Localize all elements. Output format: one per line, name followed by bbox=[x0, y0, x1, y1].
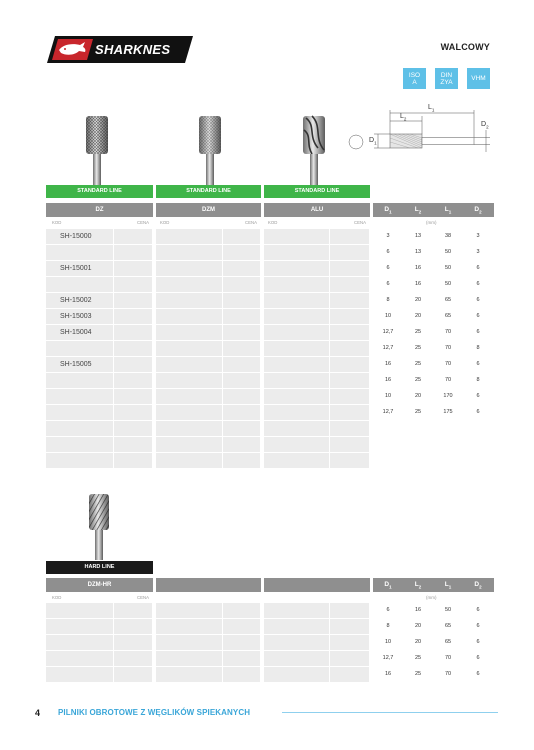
table-cell bbox=[223, 245, 261, 260]
product-code: SH-15003 bbox=[60, 313, 92, 320]
table-cell bbox=[264, 309, 330, 324]
dimension-value: 6 bbox=[476, 313, 480, 319]
dimension-value: 50 bbox=[444, 249, 452, 255]
table-cell bbox=[223, 619, 261, 634]
table-cell bbox=[264, 277, 330, 292]
cena-label: CENA bbox=[245, 220, 257, 225]
table-row bbox=[46, 325, 370, 340]
kod-label: KOD bbox=[52, 595, 62, 600]
type-header-empty bbox=[264, 578, 370, 592]
table-cell bbox=[223, 405, 261, 420]
dimension-value: 3 bbox=[386, 233, 390, 239]
table-cell bbox=[264, 437, 330, 452]
table-cell bbox=[156, 357, 223, 372]
dimension-value: 8 bbox=[386, 297, 390, 303]
dimension-row bbox=[373, 293, 494, 308]
table-cell bbox=[114, 325, 153, 340]
table-cell bbox=[223, 341, 261, 356]
dimension-value: 6 bbox=[386, 281, 390, 287]
dimension-value: 6 bbox=[386, 607, 390, 613]
line-header-dz: STANDARD LINE bbox=[46, 185, 153, 198]
brand-name: SHARKNES bbox=[95, 42, 171, 57]
dimension-value: 25 bbox=[414, 345, 422, 351]
kod-label: KOD bbox=[160, 220, 170, 225]
dimension-value: 6 bbox=[476, 393, 480, 399]
table-cell bbox=[264, 261, 330, 276]
cena-label: CENA bbox=[137, 595, 149, 600]
table-cell bbox=[114, 453, 153, 468]
footer-title: PILNIKI OBROTOWE Z WĘGLIKÓW SPIEKANYCH bbox=[58, 708, 251, 717]
table-cell bbox=[114, 261, 153, 276]
badge-line: DIN bbox=[440, 71, 453, 79]
dimension-row bbox=[373, 651, 494, 666]
dimension-value: 16 bbox=[384, 361, 392, 367]
dimension-value: 16 bbox=[384, 377, 392, 383]
dimension-value: 170 bbox=[443, 393, 453, 399]
dimension-value: 65 bbox=[444, 297, 452, 303]
table-cell bbox=[264, 635, 330, 650]
table-cell bbox=[46, 635, 114, 650]
table-cell bbox=[264, 421, 330, 436]
dimension-row bbox=[373, 277, 494, 292]
dimension-value: 6 bbox=[476, 265, 480, 271]
table-cell bbox=[223, 229, 261, 244]
table-row bbox=[46, 619, 370, 634]
table-cell bbox=[156, 341, 223, 356]
table-cell bbox=[264, 667, 330, 682]
dimension-table bbox=[373, 603, 494, 688]
table-cell bbox=[114, 619, 153, 634]
table-cell bbox=[46, 421, 114, 436]
table-cell bbox=[264, 373, 330, 388]
kod-cena-subhead bbox=[46, 218, 153, 227]
dimension-value: 20 bbox=[414, 393, 422, 399]
table-cell bbox=[223, 667, 261, 682]
dimension-value: 70 bbox=[444, 361, 452, 367]
dimension-header bbox=[373, 578, 494, 592]
din-badge bbox=[435, 68, 458, 89]
table-row bbox=[46, 261, 370, 276]
dimension-value: 6 bbox=[476, 671, 480, 677]
table-cell bbox=[46, 651, 114, 666]
dimension-value: 20 bbox=[414, 297, 422, 303]
dim-col-l2: $L_2$ bbox=[414, 581, 422, 590]
table-cell bbox=[330, 667, 370, 682]
type-header-dzm-hr: DZM-HR bbox=[46, 578, 153, 592]
table-cell bbox=[264, 389, 330, 404]
table-cell bbox=[223, 325, 261, 340]
dimension-value: 25 bbox=[414, 671, 422, 677]
table-cell bbox=[156, 453, 223, 468]
table-cell bbox=[156, 405, 223, 420]
dimension-value: 12,7 bbox=[382, 655, 394, 661]
table-row bbox=[46, 389, 370, 404]
table-cell bbox=[264, 229, 330, 244]
table-cell bbox=[114, 405, 153, 420]
table-cell bbox=[46, 389, 114, 404]
dimension-value: 6 bbox=[476, 281, 480, 287]
table-cell bbox=[46, 437, 114, 452]
dimension-value: 65 bbox=[444, 313, 452, 319]
table-cell bbox=[223, 635, 261, 650]
table-cell bbox=[330, 341, 370, 356]
technical-drawing bbox=[340, 106, 498, 162]
table-cell bbox=[223, 277, 261, 292]
table-row bbox=[46, 293, 370, 308]
dimension-value: 70 bbox=[444, 655, 452, 661]
product-code: SH-15004 bbox=[60, 329, 92, 336]
table-cell bbox=[156, 261, 223, 276]
unit-label: (mm) bbox=[426, 595, 437, 600]
dimension-value: 6 bbox=[476, 329, 480, 335]
table-cell bbox=[330, 277, 370, 292]
kod-label: KOD bbox=[268, 220, 278, 225]
product-code: SH-15002 bbox=[60, 297, 92, 304]
dim-col-d2: $D_2$ bbox=[474, 581, 482, 590]
d1-label: $D_1$ bbox=[369, 137, 377, 146]
dimension-value: 16 bbox=[414, 607, 422, 613]
table-cell bbox=[156, 325, 223, 340]
table-cell bbox=[46, 405, 114, 420]
table-row bbox=[46, 635, 370, 650]
dimension-value: 25 bbox=[414, 361, 422, 367]
table-cell bbox=[223, 651, 261, 666]
dimension-row bbox=[373, 341, 494, 356]
table-cell bbox=[156, 603, 223, 618]
dimension-value: 13 bbox=[414, 249, 422, 255]
table-cell bbox=[223, 453, 261, 468]
table-cell bbox=[46, 245, 114, 260]
dimension-value: 70 bbox=[444, 671, 452, 677]
badge-line: VHM bbox=[471, 75, 486, 82]
dim-col-d1: $D_1$ bbox=[384, 206, 392, 215]
table-cell bbox=[114, 229, 153, 244]
kod-label: KOD bbox=[52, 220, 62, 225]
dimension-value: 10 bbox=[384, 393, 392, 399]
dimension-value: 25 bbox=[414, 329, 422, 335]
table-cell bbox=[330, 453, 370, 468]
dimension-value: 6 bbox=[476, 409, 480, 415]
dimension-value: 50 bbox=[444, 607, 452, 613]
table-cell bbox=[156, 651, 223, 666]
dimension-row bbox=[373, 635, 494, 650]
type-header-empty bbox=[156, 578, 261, 592]
table-cell bbox=[264, 325, 330, 340]
dimension-value: 70 bbox=[444, 345, 452, 351]
table-row bbox=[46, 603, 370, 618]
table-cell bbox=[330, 421, 370, 436]
table-cell bbox=[46, 667, 114, 682]
dimension-row bbox=[373, 619, 494, 634]
table-cell bbox=[264, 619, 330, 634]
price-grid bbox=[46, 229, 370, 475]
dimension-value: 20 bbox=[414, 639, 422, 645]
table-cell bbox=[114, 603, 153, 618]
product-code: SH-15000 bbox=[60, 233, 92, 240]
table-cell bbox=[223, 261, 261, 276]
kod-cena-subhead bbox=[156, 218, 261, 227]
l2-label: $L_2$ bbox=[400, 113, 407, 122]
dimension-value: 6 bbox=[476, 297, 480, 303]
price-grid bbox=[46, 603, 370, 688]
l1-label: $L_1$ bbox=[428, 104, 435, 113]
dim-col-l2: $L_2$ bbox=[414, 206, 422, 215]
badge-line: ZYA bbox=[440, 78, 453, 86]
table-row bbox=[46, 667, 370, 682]
table-cell bbox=[46, 341, 114, 356]
dimension-value: 6 bbox=[386, 249, 390, 255]
table-cell bbox=[156, 619, 223, 634]
table-cell bbox=[330, 309, 370, 324]
table-cell bbox=[114, 389, 153, 404]
kod-cena-subhead bbox=[264, 218, 370, 227]
table-cell bbox=[264, 341, 330, 356]
dim-col-l1: $L_1$ bbox=[444, 581, 452, 590]
table-cell bbox=[330, 437, 370, 452]
line-header-hard: HARD LINE bbox=[46, 561, 153, 574]
cena-label: CENA bbox=[354, 220, 366, 225]
dimension-row bbox=[373, 667, 494, 682]
dim-col-d1: $D_1$ bbox=[384, 581, 392, 590]
burr-dzm-icon bbox=[196, 114, 224, 186]
dimension-row bbox=[373, 373, 494, 388]
table-cell bbox=[156, 437, 223, 452]
table-cell bbox=[114, 667, 153, 682]
table-cell bbox=[156, 389, 223, 404]
dimension-row bbox=[373, 357, 494, 372]
table-cell bbox=[156, 245, 223, 260]
table-cell bbox=[330, 261, 370, 276]
table-cell bbox=[330, 651, 370, 666]
dimension-value: 10 bbox=[384, 639, 392, 645]
table-row bbox=[46, 453, 370, 468]
table-cell bbox=[114, 635, 153, 650]
table-cell bbox=[223, 357, 261, 372]
dimension-row bbox=[373, 245, 494, 260]
table-cell bbox=[114, 309, 153, 324]
dimension-value: 6 bbox=[476, 361, 480, 367]
table-cell bbox=[156, 309, 223, 324]
line-header-alu: STANDARD LINE bbox=[264, 185, 370, 198]
table-row bbox=[46, 357, 370, 372]
dimension-value: 20 bbox=[414, 623, 422, 629]
dimension-value: 70 bbox=[444, 377, 452, 383]
table-cell bbox=[114, 651, 153, 666]
burr-dzm-hr-icon bbox=[86, 492, 112, 560]
dimension-value: 8 bbox=[476, 377, 480, 383]
dimension-row bbox=[373, 229, 494, 244]
dimension-value: 16 bbox=[414, 281, 422, 287]
dimension-value: 175 bbox=[443, 409, 453, 415]
table-cell bbox=[223, 603, 261, 618]
table-cell bbox=[330, 325, 370, 340]
table-cell bbox=[330, 619, 370, 634]
table-cell bbox=[330, 603, 370, 618]
dimension-row bbox=[373, 325, 494, 340]
dimension-value: 6 bbox=[476, 655, 480, 661]
table-cell bbox=[330, 389, 370, 404]
dimension-value: 6 bbox=[476, 607, 480, 613]
dimension-value: 12,7 bbox=[382, 345, 394, 351]
table-cell bbox=[330, 245, 370, 260]
table-cell bbox=[46, 453, 114, 468]
badge-line: A bbox=[412, 78, 417, 86]
table-cell bbox=[330, 635, 370, 650]
table-cell bbox=[114, 357, 153, 372]
unit-label: (mm) bbox=[426, 220, 437, 225]
dimension-table bbox=[373, 229, 494, 429]
table-cell bbox=[46, 619, 114, 634]
cena-label: CENA bbox=[137, 220, 149, 225]
table-cell bbox=[264, 293, 330, 308]
table-row bbox=[46, 229, 370, 244]
table-cell bbox=[264, 245, 330, 260]
dimension-row bbox=[373, 389, 494, 404]
dimension-value: 65 bbox=[444, 623, 452, 629]
table-cell bbox=[223, 309, 261, 324]
dimension-value: 38 bbox=[444, 233, 452, 239]
category-title: WALCOWY bbox=[440, 42, 490, 52]
kod-cena-subhead bbox=[46, 593, 153, 602]
table-cell bbox=[156, 635, 223, 650]
dimension-value: 6 bbox=[476, 623, 480, 629]
table-cell bbox=[223, 437, 261, 452]
table-row bbox=[46, 277, 370, 292]
type-header-alu: ALU bbox=[264, 203, 370, 217]
dimension-value: 25 bbox=[414, 377, 422, 383]
table-cell bbox=[330, 357, 370, 372]
dimension-row bbox=[373, 261, 494, 276]
type-header-dzm: DZM bbox=[156, 203, 261, 217]
table-cell bbox=[156, 293, 223, 308]
dimension-row bbox=[373, 603, 494, 618]
table-cell bbox=[156, 421, 223, 436]
table-cell bbox=[264, 603, 330, 618]
table-cell bbox=[223, 293, 261, 308]
dimension-value: 3 bbox=[476, 249, 480, 255]
dim-col-d2: $D_2$ bbox=[474, 206, 482, 215]
table-cell bbox=[114, 245, 153, 260]
brand-logo bbox=[47, 36, 193, 63]
table-cell bbox=[114, 437, 153, 452]
dimension-value: 50 bbox=[444, 281, 452, 287]
dim-col-l1: $L_1$ bbox=[444, 206, 452, 215]
dimension-value: 70 bbox=[444, 329, 452, 335]
table-cell bbox=[264, 405, 330, 420]
table-cell bbox=[330, 405, 370, 420]
table-cell bbox=[46, 277, 114, 292]
dimension-value: 16 bbox=[414, 265, 422, 271]
table-cell bbox=[330, 373, 370, 388]
table-cell bbox=[264, 453, 330, 468]
dimension-value: 6 bbox=[476, 639, 480, 645]
dimension-value: 65 bbox=[444, 639, 452, 645]
dimension-value: 6 bbox=[386, 265, 390, 271]
table-cell bbox=[223, 389, 261, 404]
table-cell bbox=[46, 373, 114, 388]
badge-line: ISO bbox=[408, 71, 421, 79]
dimension-value: 13 bbox=[414, 233, 422, 239]
dimension-value: 25 bbox=[414, 655, 422, 661]
table-cell bbox=[156, 373, 223, 388]
table-cell bbox=[114, 293, 153, 308]
line-header-dzm: STANDARD LINE bbox=[156, 185, 261, 198]
table-row bbox=[46, 651, 370, 666]
product-code: SH-15005 bbox=[60, 361, 92, 368]
dimension-value: 12,7 bbox=[382, 409, 394, 415]
dimension-value: 12,7 bbox=[382, 329, 394, 335]
page-number: 4 bbox=[35, 708, 41, 718]
table-cell bbox=[156, 229, 223, 244]
table-row bbox=[46, 341, 370, 356]
table-cell bbox=[114, 277, 153, 292]
table-cell bbox=[156, 277, 223, 292]
dimension-value: 25 bbox=[414, 409, 422, 415]
product-code: SH-15001 bbox=[60, 265, 92, 272]
dimension-value: 16 bbox=[384, 671, 392, 677]
dimension-value: 50 bbox=[444, 265, 452, 271]
table-cell bbox=[330, 229, 370, 244]
table-cell bbox=[223, 421, 261, 436]
table-row bbox=[46, 437, 370, 452]
table-cell bbox=[223, 373, 261, 388]
iso-badge bbox=[403, 68, 426, 89]
table-row bbox=[46, 373, 370, 388]
dimension-value: 8 bbox=[476, 345, 480, 351]
table-cell bbox=[330, 293, 370, 308]
table-row bbox=[46, 309, 370, 324]
table-cell bbox=[114, 421, 153, 436]
table-cell bbox=[46, 603, 114, 618]
table-row bbox=[46, 245, 370, 260]
burr-dz-icon bbox=[83, 114, 111, 186]
dimension-value: 10 bbox=[384, 313, 392, 319]
table-cell bbox=[156, 667, 223, 682]
dimension-row bbox=[373, 405, 494, 420]
d2-label: $D_2$ bbox=[481, 121, 489, 130]
dimension-value: 3 bbox=[476, 233, 480, 239]
dimension-header bbox=[373, 203, 494, 217]
burr-alu-icon bbox=[300, 114, 328, 186]
dimension-row bbox=[373, 309, 494, 324]
footer-divider bbox=[282, 712, 498, 713]
table-cell bbox=[264, 357, 330, 372]
type-header-dz: DZ bbox=[46, 203, 153, 217]
vhm-badge bbox=[467, 68, 490, 89]
table-cell bbox=[114, 341, 153, 356]
dimension-value: 20 bbox=[414, 313, 422, 319]
dimension-value: 8 bbox=[386, 623, 390, 629]
table-row bbox=[46, 405, 370, 420]
table-cell bbox=[114, 373, 153, 388]
table-cell bbox=[264, 651, 330, 666]
table-row bbox=[46, 421, 370, 436]
